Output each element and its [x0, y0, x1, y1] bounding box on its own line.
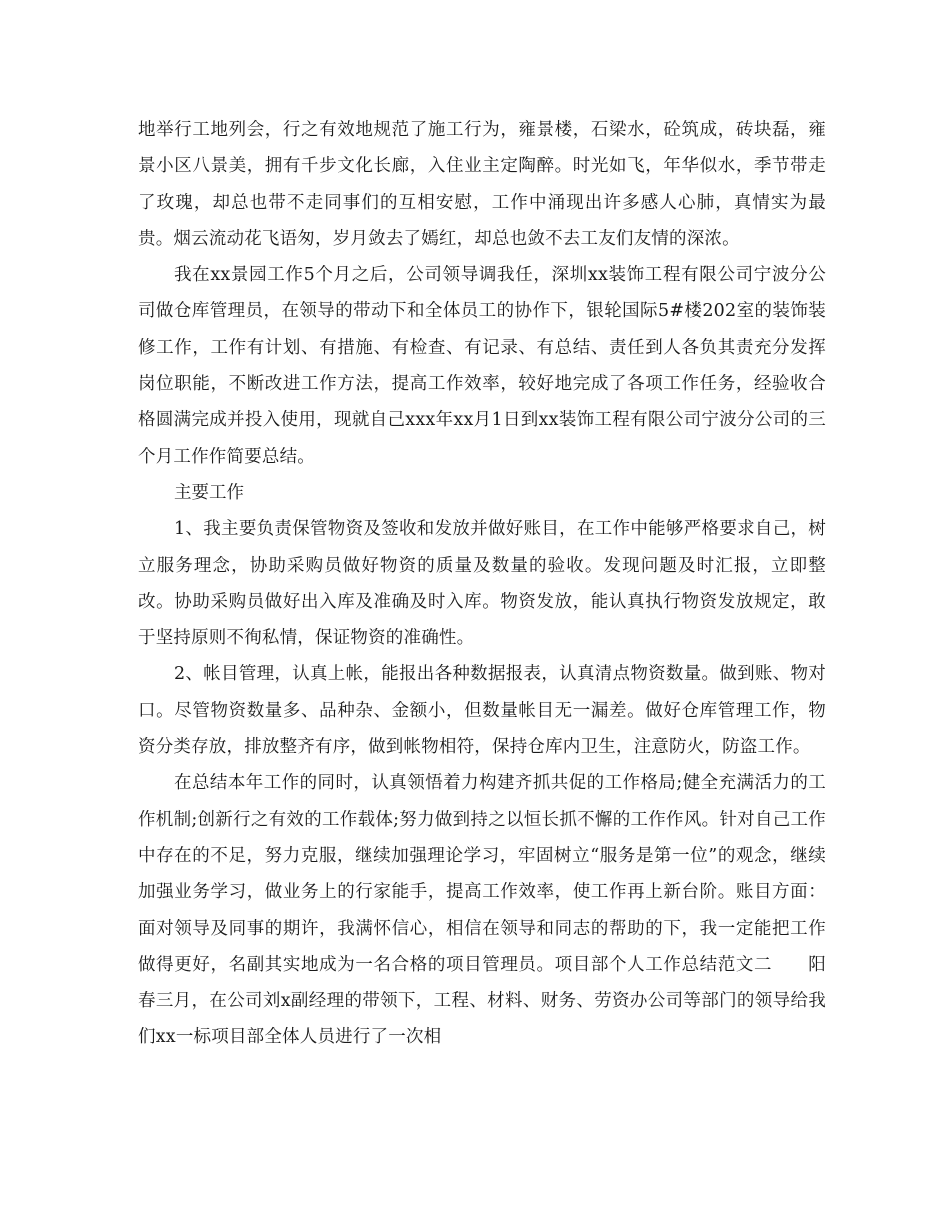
paragraph-2: 我在xx景园工作5个月之后，公司领导调我任，深圳xx装饰工程有限公司宁波分公司做仓库管理员，在领导的带动下和全体员工的协作下，银轮国际5#楼202室的装饰装修工作，工作有计划、有措施、有检查、有记录、有总结、责任到人各负其责充分发挥岗位职能，不断改进工作方法，提高工作效率，较好地完成了各项工作任务，经验收合格圆满完成并投入使用，现就自己xxx年xx月1日到xx装饰工程有限公司宁波分公司的三个月工作作简要总结。 [138, 265, 826, 467]
paragraph-summary: 在总结本年工作的同时，认真领悟着力构建齐抓共促的工作格局;健全充满活力的工作机制;创新行之有效的工作载体;努力做到持之以恒长抓不懈的工作作风。针对自己工作中存在的不足，努力克服，继续加强理论学习，牢固树立“服务是第一位”的观念，继续加强业务学习，做业务上的行家能手，提高工作效率，使工作再上新台阶。账目方面：面对领导及同事的期许，我满怀信心，相信在领导和同志的帮助的下，我一定能把工作做得更好，名副其实地成为一名合格的项目管理员。项目部个人工作总结范文二 阳春三月，在公司刘x副经理的带领下，工程、材料、财务、劳资办公司等部门的领导给我们xx一标项目部全体人员进行了一次相 [138, 773, 826, 1048]
paragraph-item-1: 1、我主要负责保管物资及签收和发放并做好账目，在工作中能够严格要求自己，树立服务理念，协助采购员做好物资的质量及数量的验收。发现问题及时汇报，立即整改。协助采购员做好出入库及准确及时入库。物资发放，能认真执行物资发放规定，敢于坚持原则不徇私情，保证物资的准确性。 [138, 519, 826, 649]
paragraph-1: 地举行工地列会，行之有效地规范了施工行为，雍景楼，石梁水，砼筑成，砖块磊，雍景小区八景美，拥有千步文化长廊，入住业主定陶醉。时光如飞，年华似水，季节带走了玫瑰，却总也带不走同事们的互相安慰，工作中涌现出许多感人心肺，真情实为最贵。烟云流动花飞语匆，岁月敛去了嫣红，却总也敛不去工友们友情的深浓。 [138, 120, 826, 249]
section-heading-main-work: 主要工作 [174, 482, 244, 503]
paragraph-item-2: 2、帐目管理，认真上帐，能报出各种数据报表，认真清点物资数量。做到账、物对口。尽管物资数量多、品种杂、金额小，但数量帐目无一漏差。做好仓库管理工作，物资分类存放，排放整齐有序，做到帐物相符，保持仓库内卫生，注意防火，防盗工作。 [138, 664, 826, 758]
document-page [138, 112, 826, 1056]
